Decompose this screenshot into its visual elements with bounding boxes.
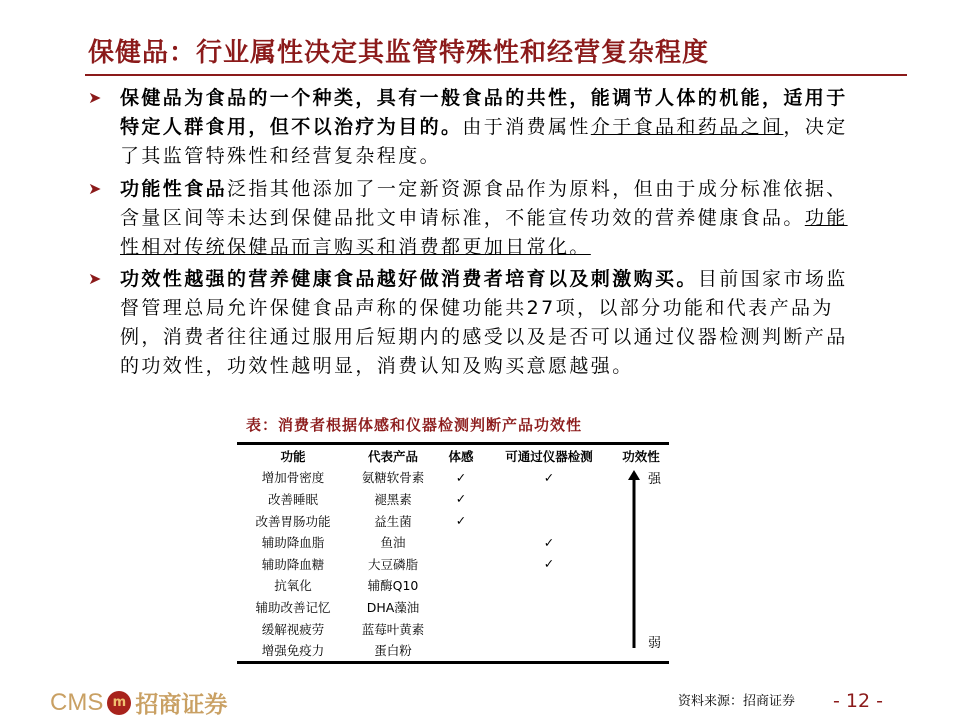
table-title: 表：消费者根据体感和仪器检测判断产品功效性	[246, 416, 583, 434]
bullet-text: 泛指其他添加了一定新资源食品作为原料，但由于成分标准依据、含量区间等未达到保健品批文申请标准，不能宣传功效的营养健康食品。	[120, 178, 848, 229]
cell-instrument: ✓	[543, 469, 555, 485]
header-instrument: 可通过仪器检测	[505, 448, 593, 464]
cell-function: 辅助改善记忆	[255, 599, 331, 615]
strong-label: 强	[648, 472, 662, 487]
table-header-row	[237, 445, 669, 467]
source-note: 资料来源：招商证券	[678, 694, 796, 709]
cell-product: 大豆磷脂	[367, 556, 418, 572]
bullet-bold: 功能性食品	[120, 178, 228, 200]
table-row	[237, 510, 669, 532]
bullet-underline: 介于食品和药品之间	[590, 116, 784, 138]
arrow-bullet-icon: ➤	[88, 179, 102, 198]
table-row	[237, 618, 669, 640]
table-row	[237, 575, 669, 597]
logo-emblem-icon: m	[107, 691, 131, 715]
cell-function: 增加骨密度	[261, 470, 325, 486]
table-row	[237, 467, 669, 489]
header-product: 代表产品	[367, 448, 418, 464]
cell-product: 褪黑素	[374, 491, 412, 507]
bullet-3	[88, 265, 868, 381]
arrow-bullet-icon: ➤	[88, 88, 102, 107]
bullet-text: 由于消费属性	[462, 116, 591, 138]
cell-body-feel: ✓	[455, 513, 467, 529]
weak-label: 弱	[648, 636, 662, 651]
cell-product: 氨糖软骨素	[361, 470, 425, 486]
header-efficacy: 功效性	[622, 448, 660, 464]
cell-function: 抗氧化	[274, 578, 312, 594]
table-row	[237, 639, 669, 661]
cell-instrument: ✓	[543, 534, 555, 550]
cell-body-feel: ✓	[455, 491, 467, 507]
table-row	[237, 531, 669, 553]
table-row	[237, 596, 669, 618]
cell-product: 鱼油	[380, 535, 406, 551]
cms-logo	[50, 686, 227, 719]
cell-product: DHA藻油	[366, 599, 420, 615]
bullet-bold: 保健品为食品的一个种类，具有一般食品的共性，能调节人体的机能，适用于特定人群食用，但不以治疗为目的。	[120, 87, 848, 138]
header-function: 功能	[280, 448, 306, 464]
bullet-1	[88, 84, 868, 171]
efficacy-table	[237, 442, 669, 664]
cell-function: 缓解视疲劳	[261, 621, 325, 637]
header-body-feel: 体感	[448, 448, 474, 464]
logo-en: CMS	[50, 688, 104, 716]
bullet-underline: 功能性相对传统保健品而言购买和消费都更加日常化。	[120, 207, 848, 258]
bullet-2	[88, 175, 868, 262]
cell-body-feel: ✓	[455, 469, 467, 485]
cell-function: 增强免疫力	[261, 643, 325, 659]
page-number: - 12 -	[833, 690, 883, 712]
bullet-text: 目前国家市场监督管理总局允许保健食品声称的保健功能共27项，以部分功能和代表产品为例，消费者往往通过服用后短期内的感受以及是否可以通过仪器检测判断产品的功效性，功效性越明显，消费认知及购买意愿越强。	[120, 268, 848, 377]
bullet-bold: 功效性越强的营养健康食品越好做消费者培育以及刺激购买。	[120, 268, 698, 290]
cell-instrument: ✓	[543, 556, 555, 572]
cell-function: 改善胃肠功能	[255, 513, 331, 529]
cell-function: 改善睡眠	[267, 491, 318, 507]
efficacy-arrow-icon	[632, 470, 636, 648]
cell-function: 辅助降血糖	[261, 556, 325, 572]
cell-product: 益生菌	[374, 513, 412, 529]
title-divider	[85, 74, 907, 76]
cell-product: 蛋白粉	[374, 643, 412, 659]
cell-product: 蓝莓叶黄素	[361, 621, 425, 637]
logo-cn: 招商证券	[135, 692, 228, 718]
cell-product: 辅酶Q10	[367, 578, 419, 594]
arrow-bullet-icon: ➤	[88, 269, 102, 288]
table-row	[237, 488, 669, 510]
table-row	[237, 553, 669, 575]
cell-function: 辅助降血脂	[261, 535, 325, 551]
slide-title: 保健品：行业属性决定其监管特殊性和经营复杂程度	[88, 38, 710, 68]
bullet-text: ，决定了其监管特殊性和经营复杂程度。	[120, 116, 848, 167]
